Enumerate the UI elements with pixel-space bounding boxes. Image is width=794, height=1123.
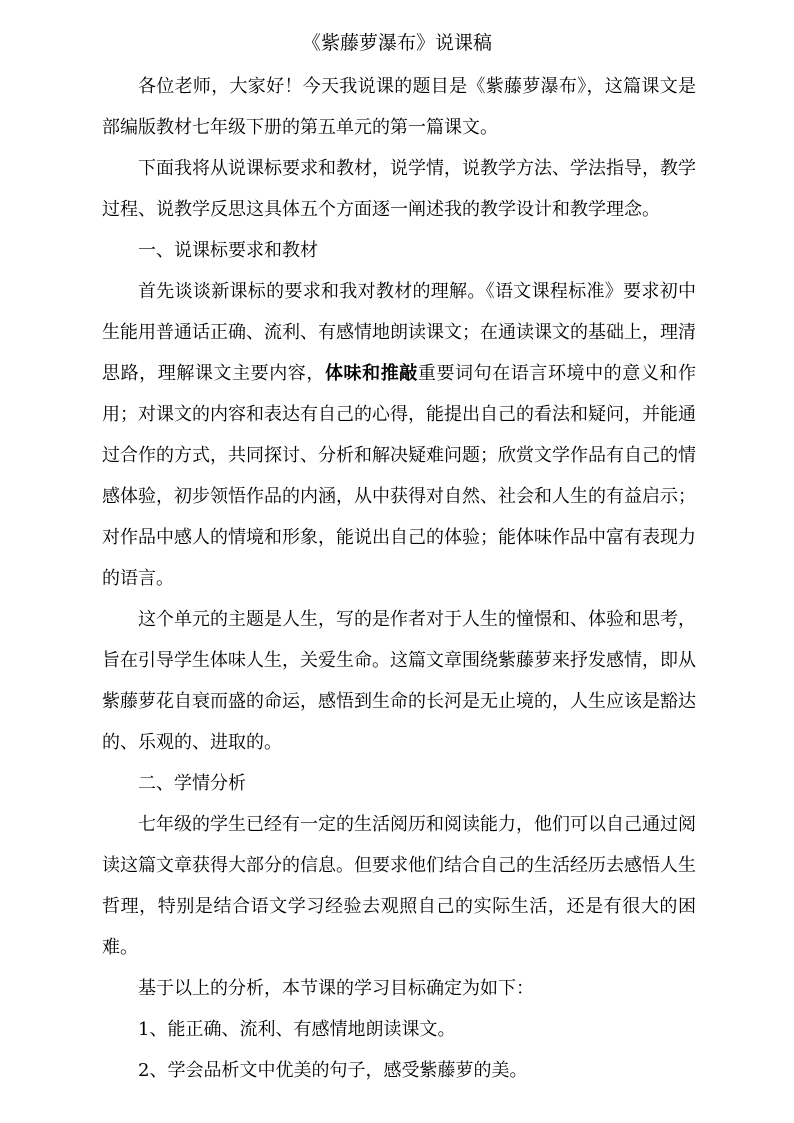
paragraph-curriculum-standards [102, 271, 696, 599]
paragraph-curriculum-text-1: 首先谈谈新课标的要求和我对教材的理解。《语文课程标准》要求初中生能用普通话正确、流利、有感情地朗读课文；在通读课文的基础上，理清思路，理解课文主要内容， [102, 281, 696, 384]
paragraph-student-analysis: 七年级的学生已经有一定的生活阅历和阅读能力，他们可以自己通过阅读这篇文章获得大部分的信息。但要求他们结合自己的生活经历去感悟人生哲理，特别是结合语文学习经验去观照自己的实际生活，还是有很大的困难。 [102, 814, 696, 958]
section-heading-student-analysis: 二、学情分析 [138, 773, 246, 794]
paragraph-curriculum-text-2: 重要词句在语言环境中的意义和作用；对课文的内容和表达有自己的心得，能提出自己的看法和疑问，并能通过合作的方式，共同探讨、分析和解决疑难问题；欣赏文学作品有自己的情感体验，初步领悟作品的内涵，从中获得对自然、社会和人生的有益启示；对作品中感人的情境和形象，能说出自己的体验；能体味作品中富有表现力的语言。 [102, 363, 697, 589]
section-heading-curriculum: 一、说课标要求和教材 [138, 240, 318, 261]
list-item-objective-2: 2、学会品析文中优美的句子，感受紫藤萝的美。 [138, 1060, 528, 1081]
paragraph-objectives-intro: 基于以上的分析，本节课的学习目标确定为如下： [138, 978, 534, 999]
paragraph-curriculum-bold-phrase: 体味和推敲 [324, 363, 418, 384]
paragraph-unit-theme: 这个单元的主题是人生，写的是作者对于人生的憧憬和、体验和思考，旨在引导学生体味人生，关爱生命。这篇文章围绕紫藤萝来抒发感情，即从紫藤萝花自衰而盛的命运，感悟到生命的长河是无止境的，人生应该是豁达的、乐观的、进取的。 [102, 609, 696, 753]
document-title: 《紫藤萝瀑布》说课稿 [301, 32, 492, 54]
paragraph-greeting: 各位老师，大家好！今天我说课的题目是《紫藤萝瀑布》，这篇课文是部编版教材七年级下册的第五单元的第一篇课文。 [102, 76, 696, 138]
list-item-objective-1: 1、能正确、流利、有感情地朗读课文。 [138, 1019, 456, 1040]
paragraph-outline: 下面我将从说课标要求和教材，说学情，说教学方法、学法指导，教学过程、说教学反思这具体五个方面逐一阐述我的教学设计和教学理念。 [102, 158, 696, 220]
document-body [102, 66, 696, 1091]
